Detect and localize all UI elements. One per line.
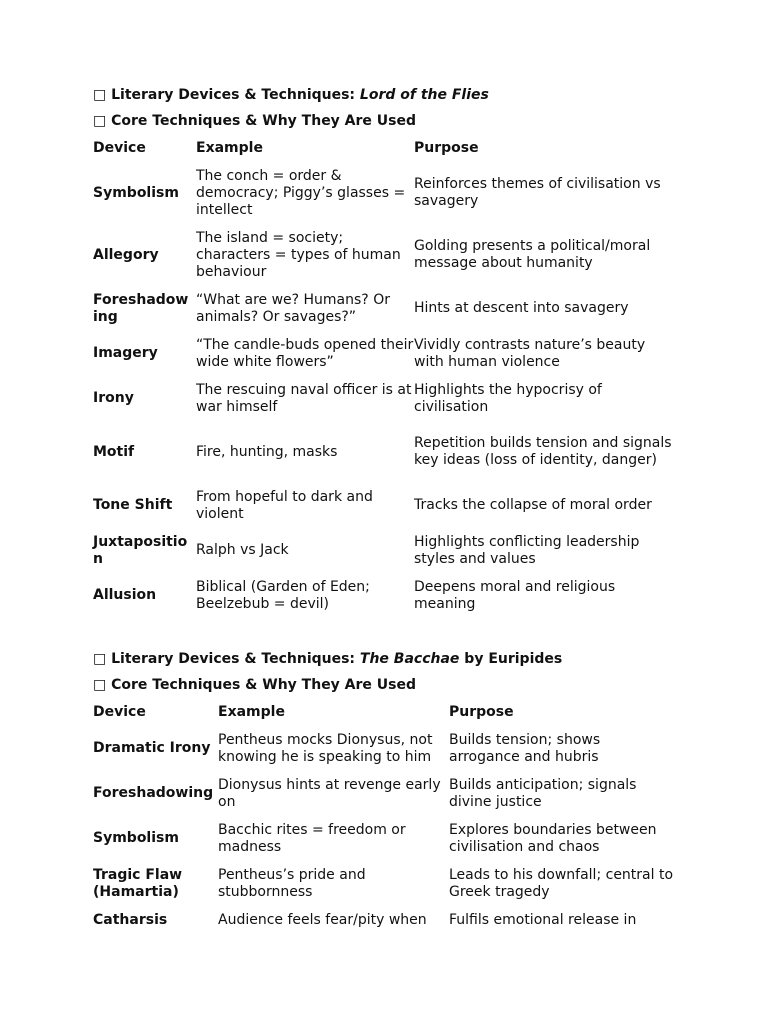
device-cell: Foreshadow ing [93,291,189,325]
example-cell: Fire, hunting, masks [196,443,338,460]
device-cell: Allegory [93,246,159,263]
example-cell: From hopeful to dark and violent [196,488,373,522]
example-cell: The island = society; characters = types of human behaviour [196,229,401,280]
section1-heading [93,86,489,104]
subheading-icon: □ [93,677,107,693]
device-cell: Motif [93,443,135,460]
purpose-cell: Fulfils emotional release in [449,911,637,928]
device-cell: Symbolism [93,184,179,201]
purpose-cell: Builds anticipation; signals divine justice [449,776,637,810]
table-header-row [93,698,674,726]
table-row [93,528,674,573]
heading-suffix: by Euripides [459,651,563,667]
example-cell: Biblical (Garden of Eden; Beelzebub = devil) [196,578,370,612]
heading-prefix: Literary Devices & Techniques: [111,87,360,103]
column-header-example: Example [218,703,285,720]
column-header-device: Device [93,139,146,156]
table-row [93,861,674,906]
table-header-row [93,134,674,162]
device-cell: Dramatic Irony [93,740,211,756]
table-row [93,483,674,528]
device-cell: Foreshadowing [93,785,214,801]
example-cell: Audience feels fear/pity when [218,911,427,928]
heading-prefix: Literary Devices & Techniques: [111,651,360,667]
table-row [93,573,674,618]
purpose-cell: Highlights the hypocrisy of civilisation [414,381,602,415]
device-cell: Irony [93,390,134,406]
column-header-purpose: Purpose [449,703,514,720]
example-cell: Pentheus’s pride and stubbornness [218,866,366,900]
example-cell: Dionysus hints at revenge early on [218,776,441,810]
purpose-cell: Leads to his downfall; central to Greek tragedy [449,866,674,900]
device-cell: Allusion [93,587,157,603]
table-row [93,726,674,771]
subheading-text: Core Techniques & Why They Are Used [111,113,417,129]
table-row [93,331,674,376]
purpose-cell: Tracks the collapse of moral order [414,497,652,513]
purpose-cell: Reinforces themes of civilisation vs savagery [414,176,661,209]
table-row [93,162,674,224]
example-cell: The rescuing naval officer is at war himself [196,381,412,415]
table-row [93,421,674,483]
device-cell: Juxtapositio n [93,533,188,567]
purpose-cell: Highlights conflicting leadership styles and values [414,533,640,567]
example-cell: Ralph vs Jack [196,542,289,558]
heading-title: Lord of the Flies [359,87,489,103]
example-cell: “The candle-buds opened their wide white flowers” [196,336,414,370]
devices-table-lotf [93,134,674,618]
subheading-icon: □ [93,113,107,129]
table-row [93,376,674,421]
section2-heading [93,650,562,668]
heading-icon: □ [93,651,107,667]
column-header-example: Example [196,139,263,156]
subheading-text: Core Techniques & Why They Are Used [111,677,417,693]
purpose-cell: Vividly contrasts nature’s beauty with human violence [414,336,646,370]
section2-subheading [93,676,416,694]
heading-icon: □ [93,87,107,103]
device-cell: Catharsis [93,911,168,928]
table-row [93,816,674,861]
example-cell: “What are we? Humans? Or animals? Or savages?” [196,291,390,325]
device-cell: Tragic Flaw (Hamartia) [93,866,183,900]
example-cell: Bacchic rites = freedom or madness [218,821,406,855]
purpose-cell: Explores boundaries between civilisation and chaos [449,821,657,855]
device-cell: Symbolism [93,830,179,846]
column-header-purpose: Purpose [414,139,479,156]
section1-subheading [93,112,416,130]
column-header-device: Device [93,703,146,720]
device-cell: Imagery [93,345,158,361]
table-row [93,286,674,331]
table-row [93,224,674,286]
table-row [93,906,674,934]
devices-table-bacchae [93,698,674,934]
purpose-cell: Hints at descent into savagery [414,300,629,316]
device-cell: Tone Shift [93,497,173,513]
example-cell: Pentheus mocks Dionysus, not knowing he is speaking to him [218,731,433,765]
purpose-cell: Repetition builds tension and signals key ideas (loss of identity, danger) [414,435,672,468]
purpose-cell: Golding presents a political/moral message about humanity [414,238,651,271]
example-cell: The conch = order & democracy; Piggy’s glasses = intellect [196,167,406,218]
heading-title: The Bacchae [359,651,460,667]
table-row [93,771,674,816]
purpose-cell: Deepens moral and religious meaning [414,578,616,612]
purpose-cell: Builds tension; shows arrogance and hubris [449,731,601,765]
